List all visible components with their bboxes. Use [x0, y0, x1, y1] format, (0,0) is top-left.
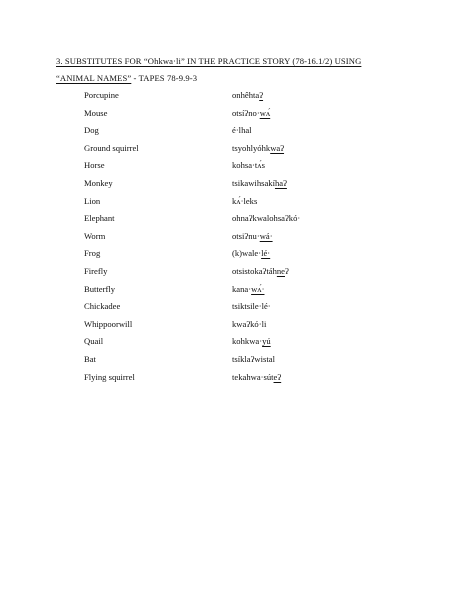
english-name: Mouse	[84, 107, 108, 118]
english-name: Porcupine	[84, 90, 119, 100]
list-item	[84, 319, 384, 337]
list-item	[84, 266, 384, 284]
english-name: Whippoorwill	[84, 318, 133, 329]
native-name: tsiktsile·lé·	[232, 301, 271, 312]
native-name: tekahwa·súteʔ	[232, 371, 282, 382]
native-name: ohnaʔkwalohsaʔkó·	[232, 213, 301, 224]
native-name: tsíklaʔwistal	[232, 353, 275, 364]
section-heading-subtitle: “ANIMAL NAMES”	[56, 73, 132, 83]
english-name: Lion	[84, 195, 101, 206]
list-item	[84, 90, 384, 108]
english-name: Elephant	[84, 213, 115, 224]
section-heading-line-2	[56, 73, 396, 84]
native-name: tsyohlyóhkwaʔ	[232, 142, 285, 153]
english-name: Monkey	[84, 177, 113, 188]
native-name: kwaʔkó·li	[232, 318, 267, 329]
english-name: Flying squirrel	[84, 371, 135, 382]
list-item	[84, 196, 384, 214]
list-item	[84, 284, 384, 302]
native-name: otsiʔnu·wá·	[232, 230, 273, 241]
native-name: otsíʔno·wʌ́	[232, 107, 271, 118]
native-name: tsikawihsakíhaʔ	[232, 177, 287, 188]
section-heading-title: 3. SUBSTITUTES FOR “Ohkwa·li” IN THE PRACTICE STORY (78-16.1/2) USING	[56, 56, 362, 66]
list-item	[84, 372, 384, 390]
section-heading-tapes: - TAPES 78-9.9-3	[131, 73, 198, 83]
list-item	[84, 143, 384, 161]
list-item	[84, 108, 384, 126]
native-name: kʌ́·leks	[232, 195, 258, 206]
english-name: Ground squirrel	[84, 142, 139, 153]
list-item	[84, 301, 384, 319]
list-item	[84, 231, 384, 249]
native-name: kana·wʌ́·	[232, 283, 265, 294]
list-item	[84, 178, 384, 196]
native-name: onhêhtaʔ	[232, 90, 264, 100]
english-name: Quail	[84, 336, 104, 347]
native-name: (k)wale·lé·	[232, 248, 271, 259]
list-item	[84, 248, 384, 266]
native-name: kohkwa·yú	[232, 336, 271, 347]
list-item	[84, 125, 384, 143]
english-name: Horse	[84, 160, 105, 171]
english-name: Chickadee	[84, 301, 121, 312]
english-name: Butterfly	[84, 283, 116, 294]
list-item	[84, 336, 384, 354]
native-name: otsistokaʔtáhneʔ	[232, 265, 289, 276]
native-name: é·lhal	[232, 125, 252, 136]
list-item	[84, 354, 384, 372]
vocabulary-list	[84, 90, 384, 389]
english-name: Frog	[84, 248, 101, 259]
list-item	[84, 213, 384, 231]
english-name: Firefly	[84, 265, 108, 276]
list-item	[84, 160, 384, 178]
section-heading-line-1	[56, 56, 396, 67]
native-name: kohsa·tʌ́s	[232, 160, 265, 171]
english-name: Worm	[84, 230, 106, 241]
english-name: Dog	[84, 125, 99, 136]
english-name: Bat	[84, 353, 96, 364]
